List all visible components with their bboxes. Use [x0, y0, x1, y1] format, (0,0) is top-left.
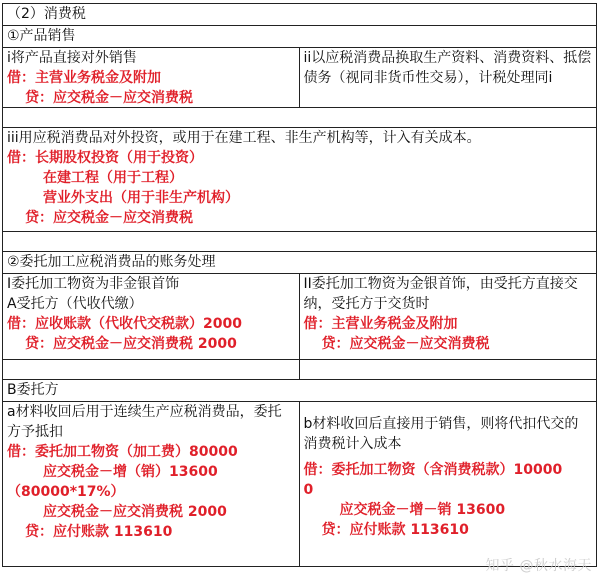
continued-vat: 应交税金－增（销）13600 — [43, 464, 218, 480]
continued-production-cell — [3, 402, 300, 566]
investment-text: iii用应税消费品对外投资，或用于在建工程、非生产机构等，计入有关成本。 — [7, 130, 481, 146]
direct-sale-debit-wrap: 0 — [303, 482, 314, 498]
watermark: 知乎 @秋水海天 — [485, 558, 592, 574]
direct-sale-credit: 贷：应付账款 113610 — [321, 522, 469, 538]
exchange-text: ii以应税消费品换取生产资料、消费资料、抵偿债务（视同非货币性交易），计税处理同i — [303, 50, 592, 86]
sales-entries-row — [3, 48, 596, 108]
investment-cell — [3, 128, 596, 231]
continued-debit: 借：委托加工物资（加工费）80000 — [7, 444, 238, 460]
direct-sales-title: i将产品直接对外销售 — [7, 50, 137, 66]
agent-debit: 借：应收账款（代收代交税款）2000 — [7, 316, 242, 332]
product-sales-title: ①产品销售 — [7, 28, 76, 44]
agent-credit: 贷：应交税金－应交消费税 2000 — [25, 336, 237, 352]
investment-row — [3, 128, 596, 232]
blank-row-3 — [3, 360, 596, 380]
direct-sales-debit: 借：主营业务税金及附加 — [7, 70, 161, 86]
continued-excise: 应交税金－应交消费税 2000 — [43, 504, 227, 520]
header-row — [3, 4, 596, 26]
principal-entries-row — [3, 402, 596, 566]
direct-sales-credit: 贷：应交税金－应交消费税 — [25, 90, 193, 106]
blank-row-2 — [3, 232, 596, 252]
non-jewelry-title: I委托加工物资为非金银首饰 — [7, 276, 180, 292]
accounting-table — [2, 3, 597, 567]
direct-sales-cell — [3, 48, 300, 107]
principal-title: B委托方 — [7, 382, 59, 398]
exchange-cell — [300, 48, 597, 107]
investment-debit: 借：长期股权投资（用于投资） — [7, 150, 203, 166]
continued-credit: 贷：应付账款 113610 — [25, 524, 173, 540]
jewelry-credit: 贷：应交税金－应交消费税 — [321, 336, 490, 352]
principal-title-row — [3, 380, 596, 402]
non-jewelry-cell — [3, 274, 300, 359]
continued-vat-calc: （80000*17%） — [7, 484, 125, 500]
blank-row — [3, 108, 596, 128]
jewelry-cell — [300, 274, 597, 359]
investment-credit: 贷：应交税金－应交消费税 — [25, 210, 193, 226]
processing-title-row — [3, 252, 596, 274]
nonproduction-line: 营业外支出（用于非生产机构） — [43, 190, 239, 206]
jewelry-debit: 借：主营业务税金及附加 — [303, 316, 458, 332]
direct-sale-text: b材料收回后直接用于销售，则将代扣代交的消费税计入成本 — [303, 416, 579, 452]
construction-line: 在建工程（用于工程） — [43, 170, 183, 186]
agent-title: A受托方（代收代缴） — [7, 296, 143, 312]
processing-entries-row — [3, 274, 596, 360]
section-heading: （2）消费税 — [7, 6, 86, 22]
direct-sale-vat: 应交税金－增－销 13600 — [339, 502, 506, 518]
processing-title: ②委托加工应税消费品的账务处理 — [7, 254, 216, 270]
direct-sale-debit: 借：委托加工物资（含消费税款）10000 — [303, 462, 563, 478]
direct-sale-cell — [300, 402, 597, 566]
continued-production-text: a材料收回后用于连续生产应税消费品，委托方予抵扣 — [7, 404, 282, 440]
jewelry-text: II委托加工物资为金银首饰，由受托方直接交纳，受托方于交货时 — [303, 276, 578, 312]
product-sales-row — [3, 26, 596, 48]
